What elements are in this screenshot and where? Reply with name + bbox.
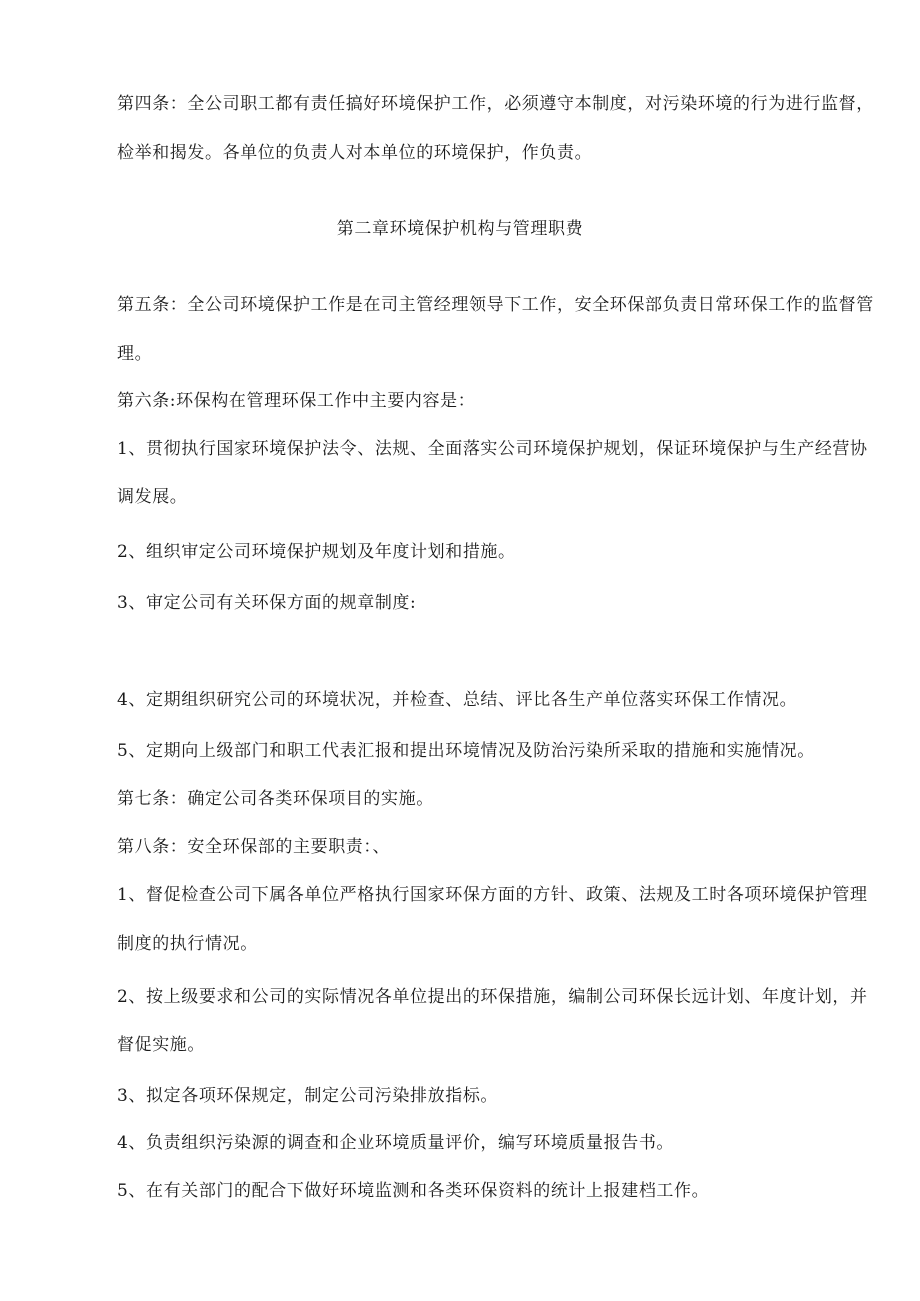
article-6-intro: 第六条:环保构在管理环保工作中主要内容是： [117,391,476,411]
article-4-line-1: 第四条：全公司职工都有责任搞好环境保护工作，必须遵守本制度，对污染环境的行为进行监督， [117,94,874,114]
article-8-intro: 第八条：安全环保部的主要职责：、 [117,837,391,857]
article-6-item-2: 2、组织审定公司环境保护规划及年度计划和措施。 [117,542,516,562]
article-6-item-4: 4、定期组织研究公司的环境状况，并检查、总结、评比各生产单位落实环保工作情况。 [117,690,798,710]
article-8-item-5: 5、在有关部门的配合下做好环境监测和各类环保资料的统计上报建档工作。 [117,1181,710,1201]
article-6-item-3: 3、审定公司有关环保方面的规章制度: [117,593,417,613]
article-6-item-1-line-1: 1、贯彻执行国家环境保护法令、法规、全面落实公司环境保护规划，保证环境保护与生产经营协 [117,439,868,459]
article-5-line-2: 理。 [117,344,153,364]
article-8-item-2-line-2: 督促实施。 [117,1035,205,1055]
article-6-item-1-line-2: 调发展。 [117,487,188,507]
article-4-line-2: 检举和揭发。各单位的负责人对本单位的环境保护，作负责。 [117,143,593,163]
article-8-item-3: 3、拟定各项环保规定，制定公司污染排放指标。 [117,1086,499,1106]
article-8-item-1-line-2: 制度的执行情况。 [117,934,258,954]
article-7: 第七条：确定公司各类环保项目的实施。 [117,789,434,809]
article-5-line-1: 第五条：全公司环境保护工作是在司主管经理领导下工作，安全环保部负责日常环保工作的监督管 [117,295,874,315]
chapter-2-title: 第二章环境保护机构与管理职费 [336,219,584,239]
article-8-item-2-line-1: 2、按上级要求和公司的实际情况各单位提出的环保措施，编制公司环保长远计划、年度计划，并 [117,987,868,1007]
article-8-item-1-line-1: 1、督促检查公司下属各单位严格执行国家环保方面的方针、政策、法规及工时各项环境保护管理 [117,885,868,905]
article-6-item-5: 5、定期向上级部门和职工代表汇报和提出环境情况及防治污染所采取的措施和实施情况。 [117,741,815,761]
article-8-item-4: 4、负责组织污染源的调查和企业环境质量评价，编写环境质量报告书。 [117,1133,675,1153]
